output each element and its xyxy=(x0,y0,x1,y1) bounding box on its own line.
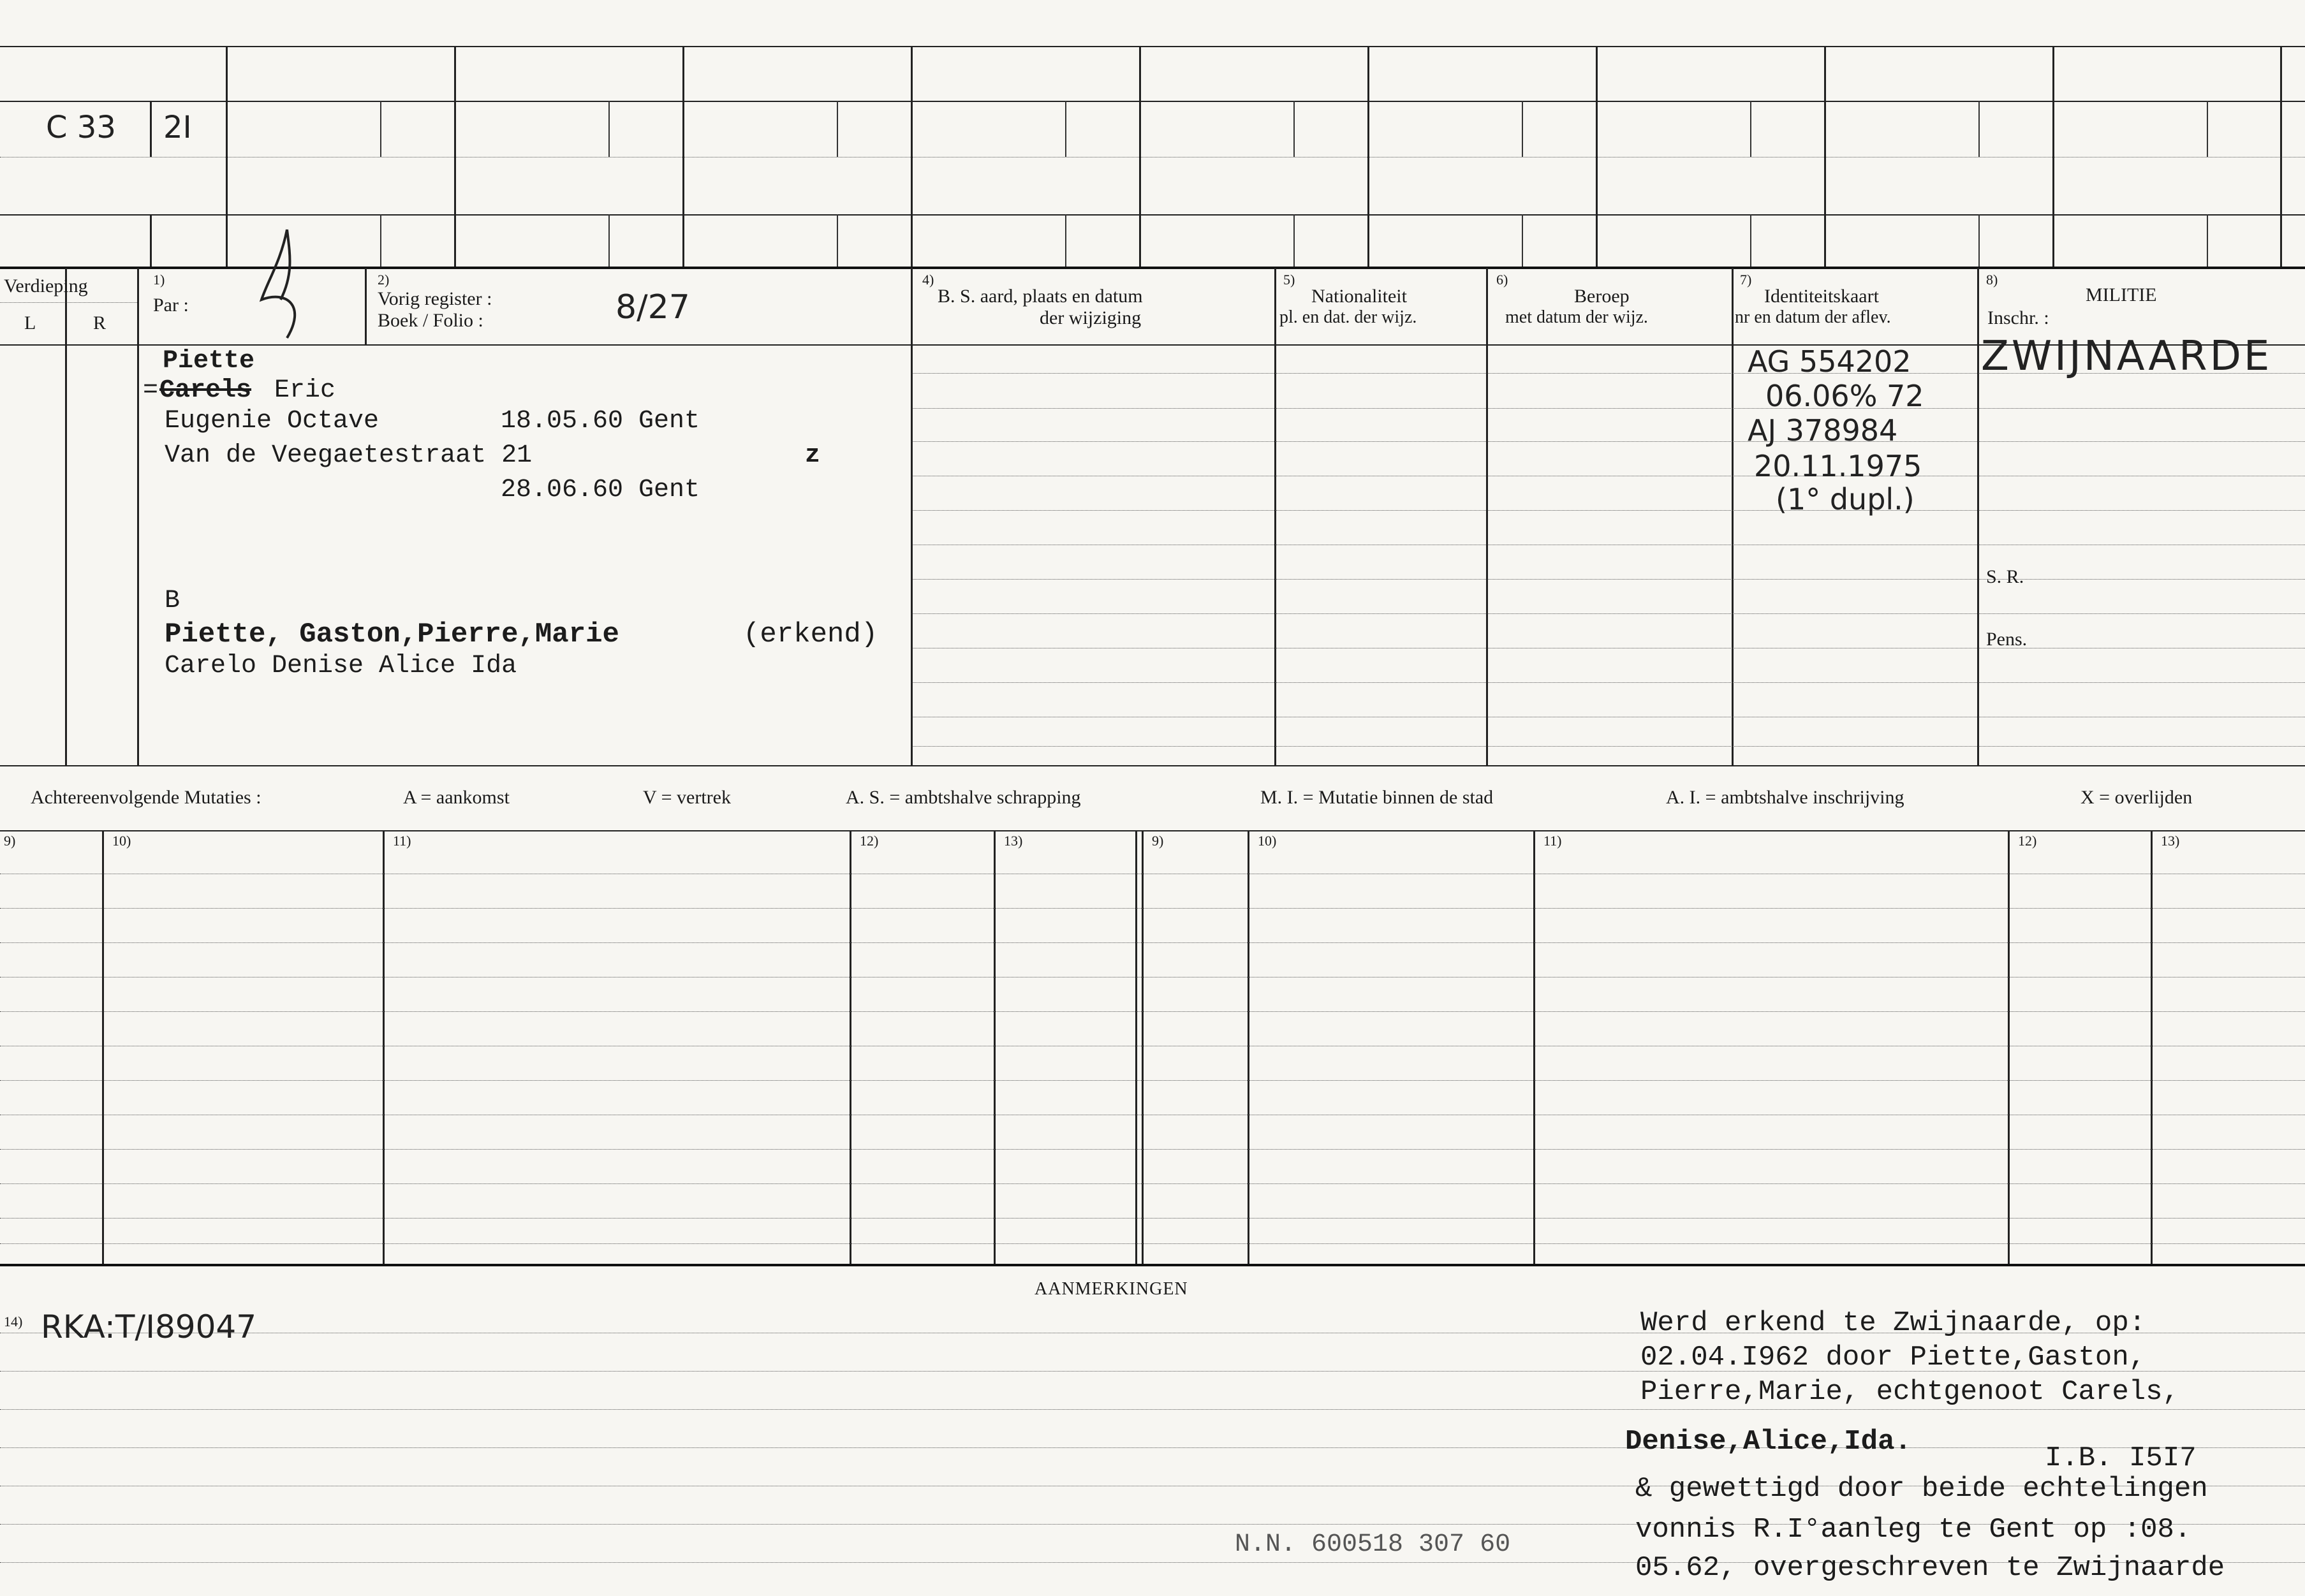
legend-ai: A. I. = ambtshalve inschrijving xyxy=(1666,787,1904,808)
militie-inschr-stamp: ZWIJNAARDE xyxy=(1981,333,2272,380)
register-number: 2I xyxy=(163,110,192,145)
legend-title: Achtereenvolgende Mutaties : xyxy=(31,787,261,808)
id-line4: 20.11.1975 xyxy=(1754,449,1922,483)
nat-header-line2: pl. en dat. der wijz. xyxy=(1279,307,1417,327)
mut-col-11a: 11) xyxy=(393,833,411,849)
par-number: 1) xyxy=(153,272,165,288)
person-parent1: Piette, Gaston,Pierre,Marie xyxy=(165,619,619,650)
remark-line3: Pierre,Marie, echtgenoot Carels, xyxy=(1640,1376,2179,1408)
vorig-number: 2) xyxy=(378,272,390,288)
mil-number: 8) xyxy=(1986,272,1998,288)
person-b-label: B xyxy=(165,587,180,615)
legend-as: A. S. = ambtshalve schrapping xyxy=(846,787,1081,808)
bs-header-line1: B. S. aard, plaats en datum xyxy=(938,286,1143,307)
nat-number: 5) xyxy=(1283,272,1295,288)
legend-v: V = vertrek xyxy=(643,787,731,808)
id-number: 7) xyxy=(1740,272,1752,288)
vorig-register-value: 8/27 xyxy=(615,288,690,326)
register-code: C 33 xyxy=(46,110,116,145)
id-line2: 06.06% 72 xyxy=(1765,379,1924,413)
mut-col-12a: 12) xyxy=(860,833,879,849)
person-erkend: (erkend) xyxy=(743,619,878,650)
person-address: Van de Veegaetestraat 21 xyxy=(165,441,533,470)
id-line1: AG 554202 xyxy=(1748,344,1911,379)
person-equal-sign: = xyxy=(143,376,159,405)
ber-number: 6) xyxy=(1496,272,1508,288)
person-middle-names: Eugenie Octave xyxy=(165,407,379,436)
par-label: Par : xyxy=(153,295,189,316)
person-marker: z xyxy=(805,441,821,470)
bs-header-line2: der wijziging xyxy=(1040,307,1142,328)
id-line3: AJ 378984 xyxy=(1748,413,1898,448)
rka-reference: RKA:T/I89047 xyxy=(41,1308,257,1345)
verdieping-label: Verdieping xyxy=(4,275,88,297)
legend-x: X = overlijden xyxy=(2080,787,2193,808)
person-registration-date: 28.06.60 Gent xyxy=(501,476,700,504)
mut-col-9a: 9) xyxy=(4,833,16,849)
national-number: N.N. 600518 307 60 xyxy=(1235,1530,1511,1559)
l-label: L xyxy=(24,312,36,333)
vorig-register-label: Vorig register : xyxy=(378,288,492,309)
mut-col-11b: 11) xyxy=(1543,833,1562,849)
remark-line7: 05.62, overgeschreven te Zwijnaarde xyxy=(1635,1552,2225,1584)
aanmerkingen-number: 14) xyxy=(4,1314,23,1329)
ber-header-line1: Beroep xyxy=(1574,286,1630,307)
mut-col-13a: 13) xyxy=(1004,833,1023,849)
sr-label: S. R. xyxy=(1986,566,2024,587)
nat-header-line1: Nationaliteit xyxy=(1311,286,1407,307)
legend-mi: M. I. = Mutatie binnen de stad xyxy=(1260,787,1494,808)
mut-col-12b: 12) xyxy=(2018,833,2037,849)
mut-col-10a: 10) xyxy=(112,833,131,849)
person-parent2: Carelo Denise Alice Ida xyxy=(165,652,517,680)
id-header-line2: nr en datum der aflev. xyxy=(1735,307,1891,327)
remark-line1: Werd erkend te Zwijnaarde, op: xyxy=(1640,1307,2146,1339)
person-struck-name: Carels xyxy=(159,376,252,405)
mut-col-10b: 10) xyxy=(1258,833,1277,849)
militie-title: MILITIE xyxy=(2086,284,2157,305)
remark-line5: & gewettigd door beide echtelingen xyxy=(1635,1473,2208,1505)
person-first-name: Eric xyxy=(274,376,336,405)
pens-label: Pens. xyxy=(1986,629,2028,650)
person-birth: 18.05.60 Gent xyxy=(501,407,700,436)
boek-folio-label: Boek / Folio : xyxy=(378,310,483,331)
aanmerkingen-title: AANMERKINGEN xyxy=(1035,1279,1188,1299)
r-label: R xyxy=(93,312,107,333)
id-line5: (1° dupl.) xyxy=(1776,482,1915,516)
inschr-label: Inschr. : xyxy=(1987,307,2049,328)
remark-line6: vonnis R.I°aanleg te Gent op :08. xyxy=(1635,1514,2191,1546)
remark-line4: Denise,Alice,Ida. xyxy=(1625,1426,1911,1458)
legend-a: A = aankomst xyxy=(403,787,510,808)
person-surname: Piette xyxy=(163,347,255,376)
remark-line2: 02.04.I962 door Piette,Gaston, xyxy=(1640,1342,2146,1373)
id-header-line1: Identiteitskaart xyxy=(1764,286,1879,307)
remark-line4-ref: I.B. I5I7 xyxy=(2045,1442,2197,1474)
bs-number: 4) xyxy=(922,272,934,288)
ber-header-line2: met datum der wijz. xyxy=(1505,307,1648,327)
mut-col-13b: 13) xyxy=(2161,833,2180,849)
par-signature-icon xyxy=(242,223,344,344)
mut-col-9b: 9) xyxy=(1152,833,1164,849)
